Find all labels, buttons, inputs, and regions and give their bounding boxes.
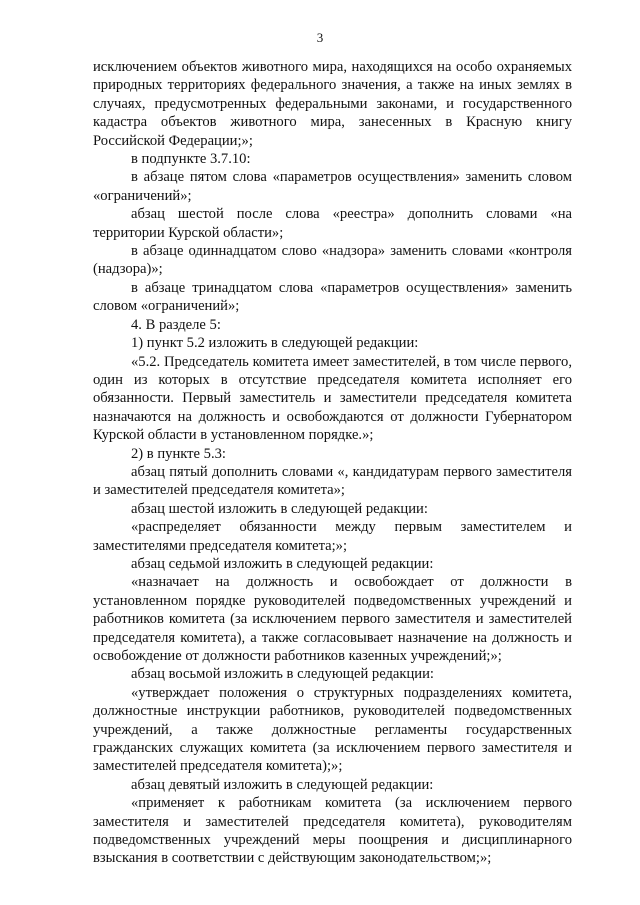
document-body (93, 58, 572, 868)
paragraph: «назначает на должность и освобождает от должности в установленном порядке руководителей подведомственных учреждений и работников комитета (за исключением первого заместителя и заместителей председателя комитета), а также согласовывает назначение на должность и освобождение от должности работников казенных учреждений;»; (93, 574, 572, 664)
paragraph: абзац девятый изложить в следующей редакции: (131, 776, 434, 793)
page-number: 3 (316, 30, 324, 45)
paragraph: в абзаце пятом слова «параметров осуществления» заменить словом «ограничений»; (93, 169, 572, 204)
paragraph: «применяет к работникам комитета (за исключением первого заместителя и заместителей председателя комитета), руководителям подведомственных учреждений меры поощрения и дисциплинарного взыскания в соответствии с действующим законодательством;»; (93, 795, 572, 867)
paragraph: абзац седьмой изложить в следующей редакции: (131, 555, 434, 572)
paragraph: 1) пункт 5.2 изложить в следующей редакции: (131, 335, 419, 352)
paragraph: абзац пятый дополнить словами «, кандидатурам первого заместителя и заместителей председателя комитета»; (93, 463, 572, 499)
paragraph: 2) в пункте 5.3: (131, 445, 226, 462)
paragraph: «утверждает положения о структурных подразделениях комитета, должностные инструкции работников, руководителей подведомственных учреждений, а также должностные регламенты государственных гражданских служащих комитета (за исключением первого заместителя и заместителей председателя комитета);»; (93, 684, 572, 775)
paragraph: исключением объектов животного мира, находящихся на особо охраняемых природных территориях федерального значения, а также на иных землях в случаях, предусмотренных федеральными законами, и государственного кадастра объектов животного мира, занесенных в Красную книгу Российской Федерации;»; (93, 59, 572, 149)
section-heading: 4. В разделе 5: (131, 316, 221, 333)
paragraph: «распределяет обязанности между первым заместителем и заместителями председателя комитета;»; (93, 519, 572, 554)
paragraph: в подпункте 3.7.10: (131, 151, 251, 168)
paragraph: абзац шестой после слова «реестра» дополнить словами «на территории Курской области»; (93, 206, 572, 241)
paragraph: в абзаце одиннадцатом слово «надзора» заменить словами «контроля (надзора)»; (93, 243, 572, 278)
paragraph: «5.2. Председатель комитета имеет заместителей, в том числе первого, один из которых в отсутствие председателя комитета исполняет его обязанности. Первый заместитель и заместители председателя комитета назначаются на должность и освобождаются от должности Губернатором Курской области в установленном порядке.»; (93, 353, 572, 444)
paragraph: абзац шестой изложить в следующей редакции: (131, 500, 428, 517)
paragraph: абзац восьмой изложить в следующей редакции: (131, 666, 434, 683)
paragraph: в абзаце тринадцатом слова «параметров осуществления» заменить словом «ограничений»; (93, 279, 572, 315)
